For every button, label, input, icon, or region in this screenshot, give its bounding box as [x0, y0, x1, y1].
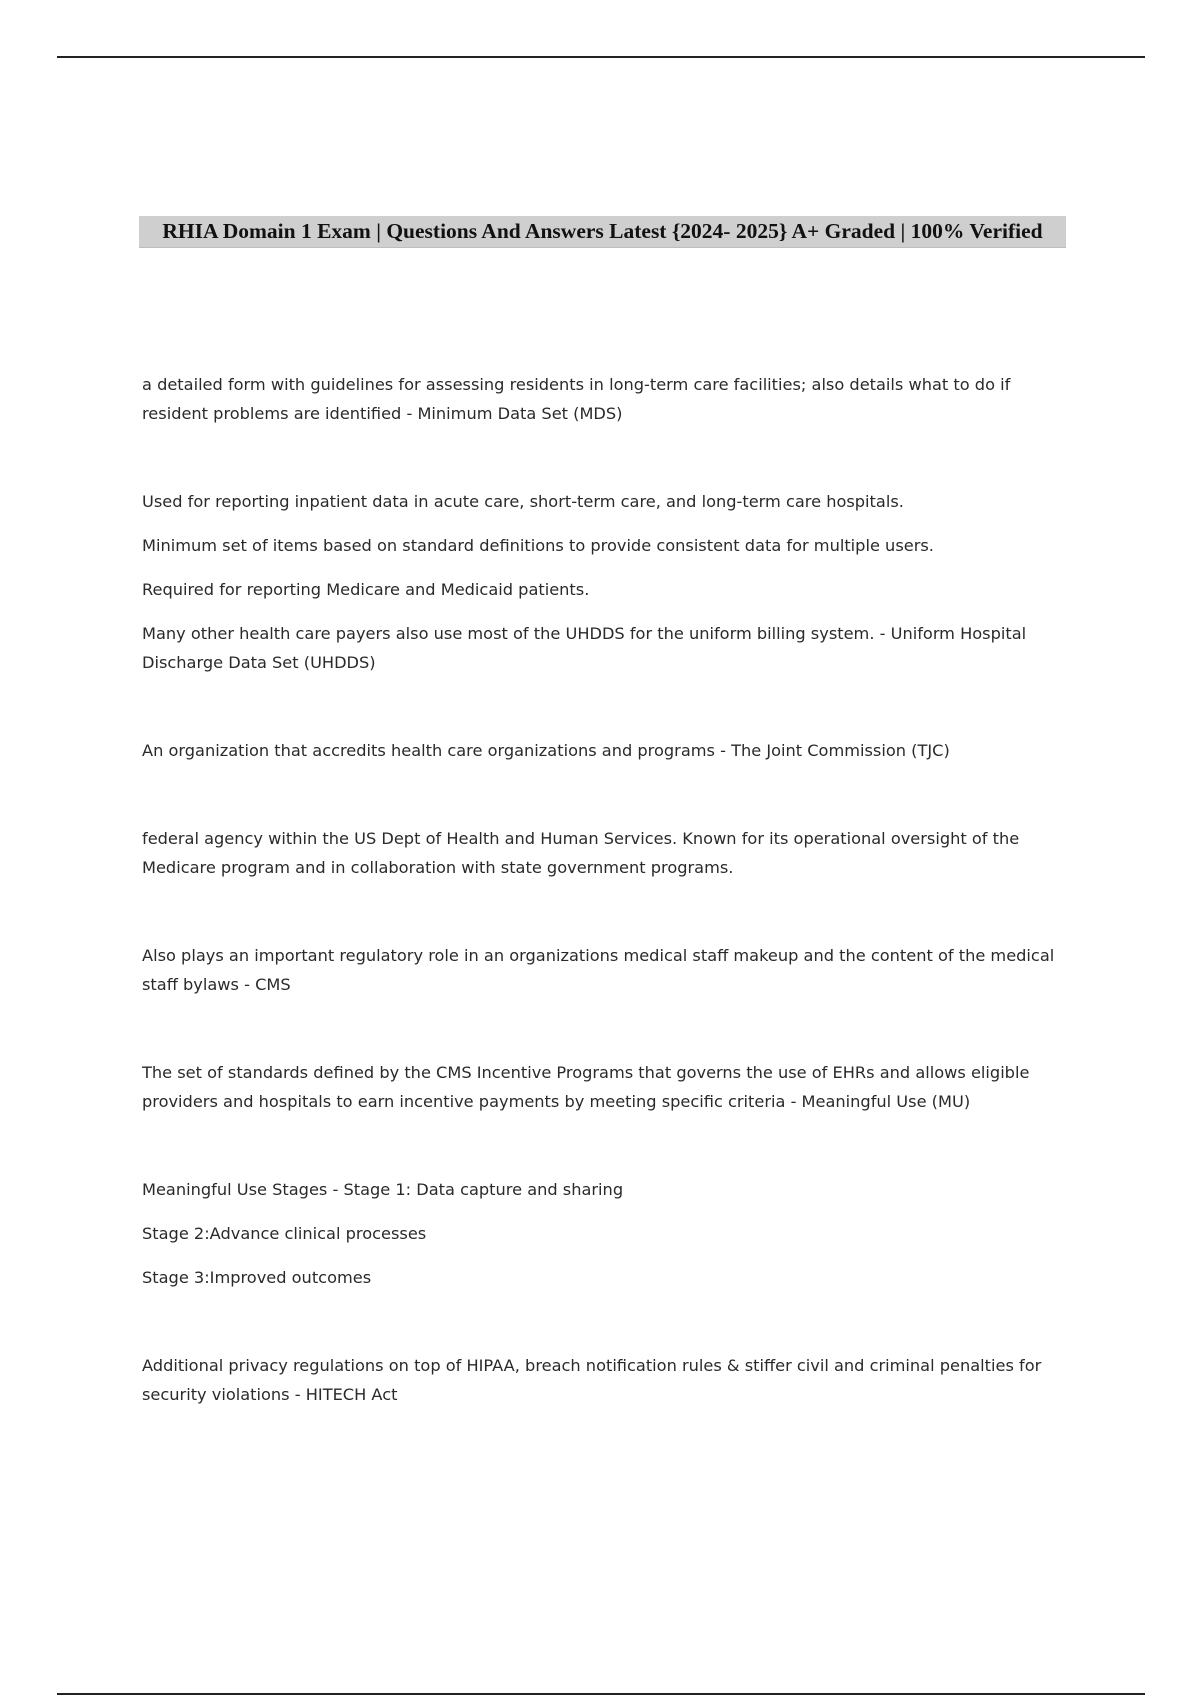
qa-text: Used for reporting inpatient data in acute care, short-term care, and long-term care hospitals.	[142, 492, 904, 511]
flashcard-list	[142, 370, 1067, 1468]
qa-item-hitech	[142, 1351, 1067, 1409]
qa-item-tjc	[142, 736, 1067, 765]
qa-item-meaningful-use	[142, 1058, 1067, 1116]
qa-text: Meaningful Use Stages - Stage 1: Data capture and sharing	[142, 1180, 624, 1199]
qa-text: Required for reporting Medicare and Medicaid patients.	[142, 580, 590, 599]
qa-text: Minimum set of items based on standard definitions to provide consistent data for multiple users.	[142, 536, 934, 555]
qa-text: Also plays an important regulatory role in an organizations medical staff makeup and the content of the medical staff bylaws - CMS	[142, 946, 1055, 994]
document-title: RHIA Domain 1 Exam | Questions And Answers Latest {2024- 2025} A+ Graded | 100% Verified	[139, 216, 1066, 248]
qa-text: An organization that accredits health care organizations and programs - The Joint Commission (TJC)	[142, 741, 950, 760]
qa-text: Stage 3:Improved outcomes	[142, 1268, 372, 1287]
qa-item-mds	[142, 370, 1067, 428]
qa-text: Additional privacy regulations on top of HIPAA, breach notification rules & stiffer civil and criminal penalties for security violations - HITECH Act	[142, 1356, 1042, 1404]
qa-item-federal-agency	[142, 824, 1067, 882]
header-rule	[57, 56, 1145, 58]
qa-item-cms	[142, 941, 1067, 999]
qa-item-mu-stages	[142, 1175, 1067, 1292]
footer-rule	[57, 1693, 1145, 1695]
qa-item-uhdds	[142, 487, 1067, 677]
qa-text: Stage 2:Advance clinical processes	[142, 1224, 427, 1243]
qa-text: The set of standards defined by the CMS Incentive Programs that governs the use of EHRs and allows eligible providers and hospitals to earn incentive payments by meeting specific criteria - Meaningful Use (MU)	[142, 1063, 1030, 1111]
qa-text: Many other health care payers also use most of the UHDDS for the uniform billing system. - Uniform Hospital Discharge Data Set (UHDDS)	[142, 624, 1027, 672]
qa-text: federal agency within the US Dept of Health and Human Services. Known for its operational oversight of the Medicare program and in collaboration with state government programs.	[142, 829, 1020, 877]
qa-text: a detailed form with guidelines for assessing residents in long-term care facilities; also details what to do if resident problems are identified - Minimum Data Set (MDS)	[142, 375, 1011, 423]
